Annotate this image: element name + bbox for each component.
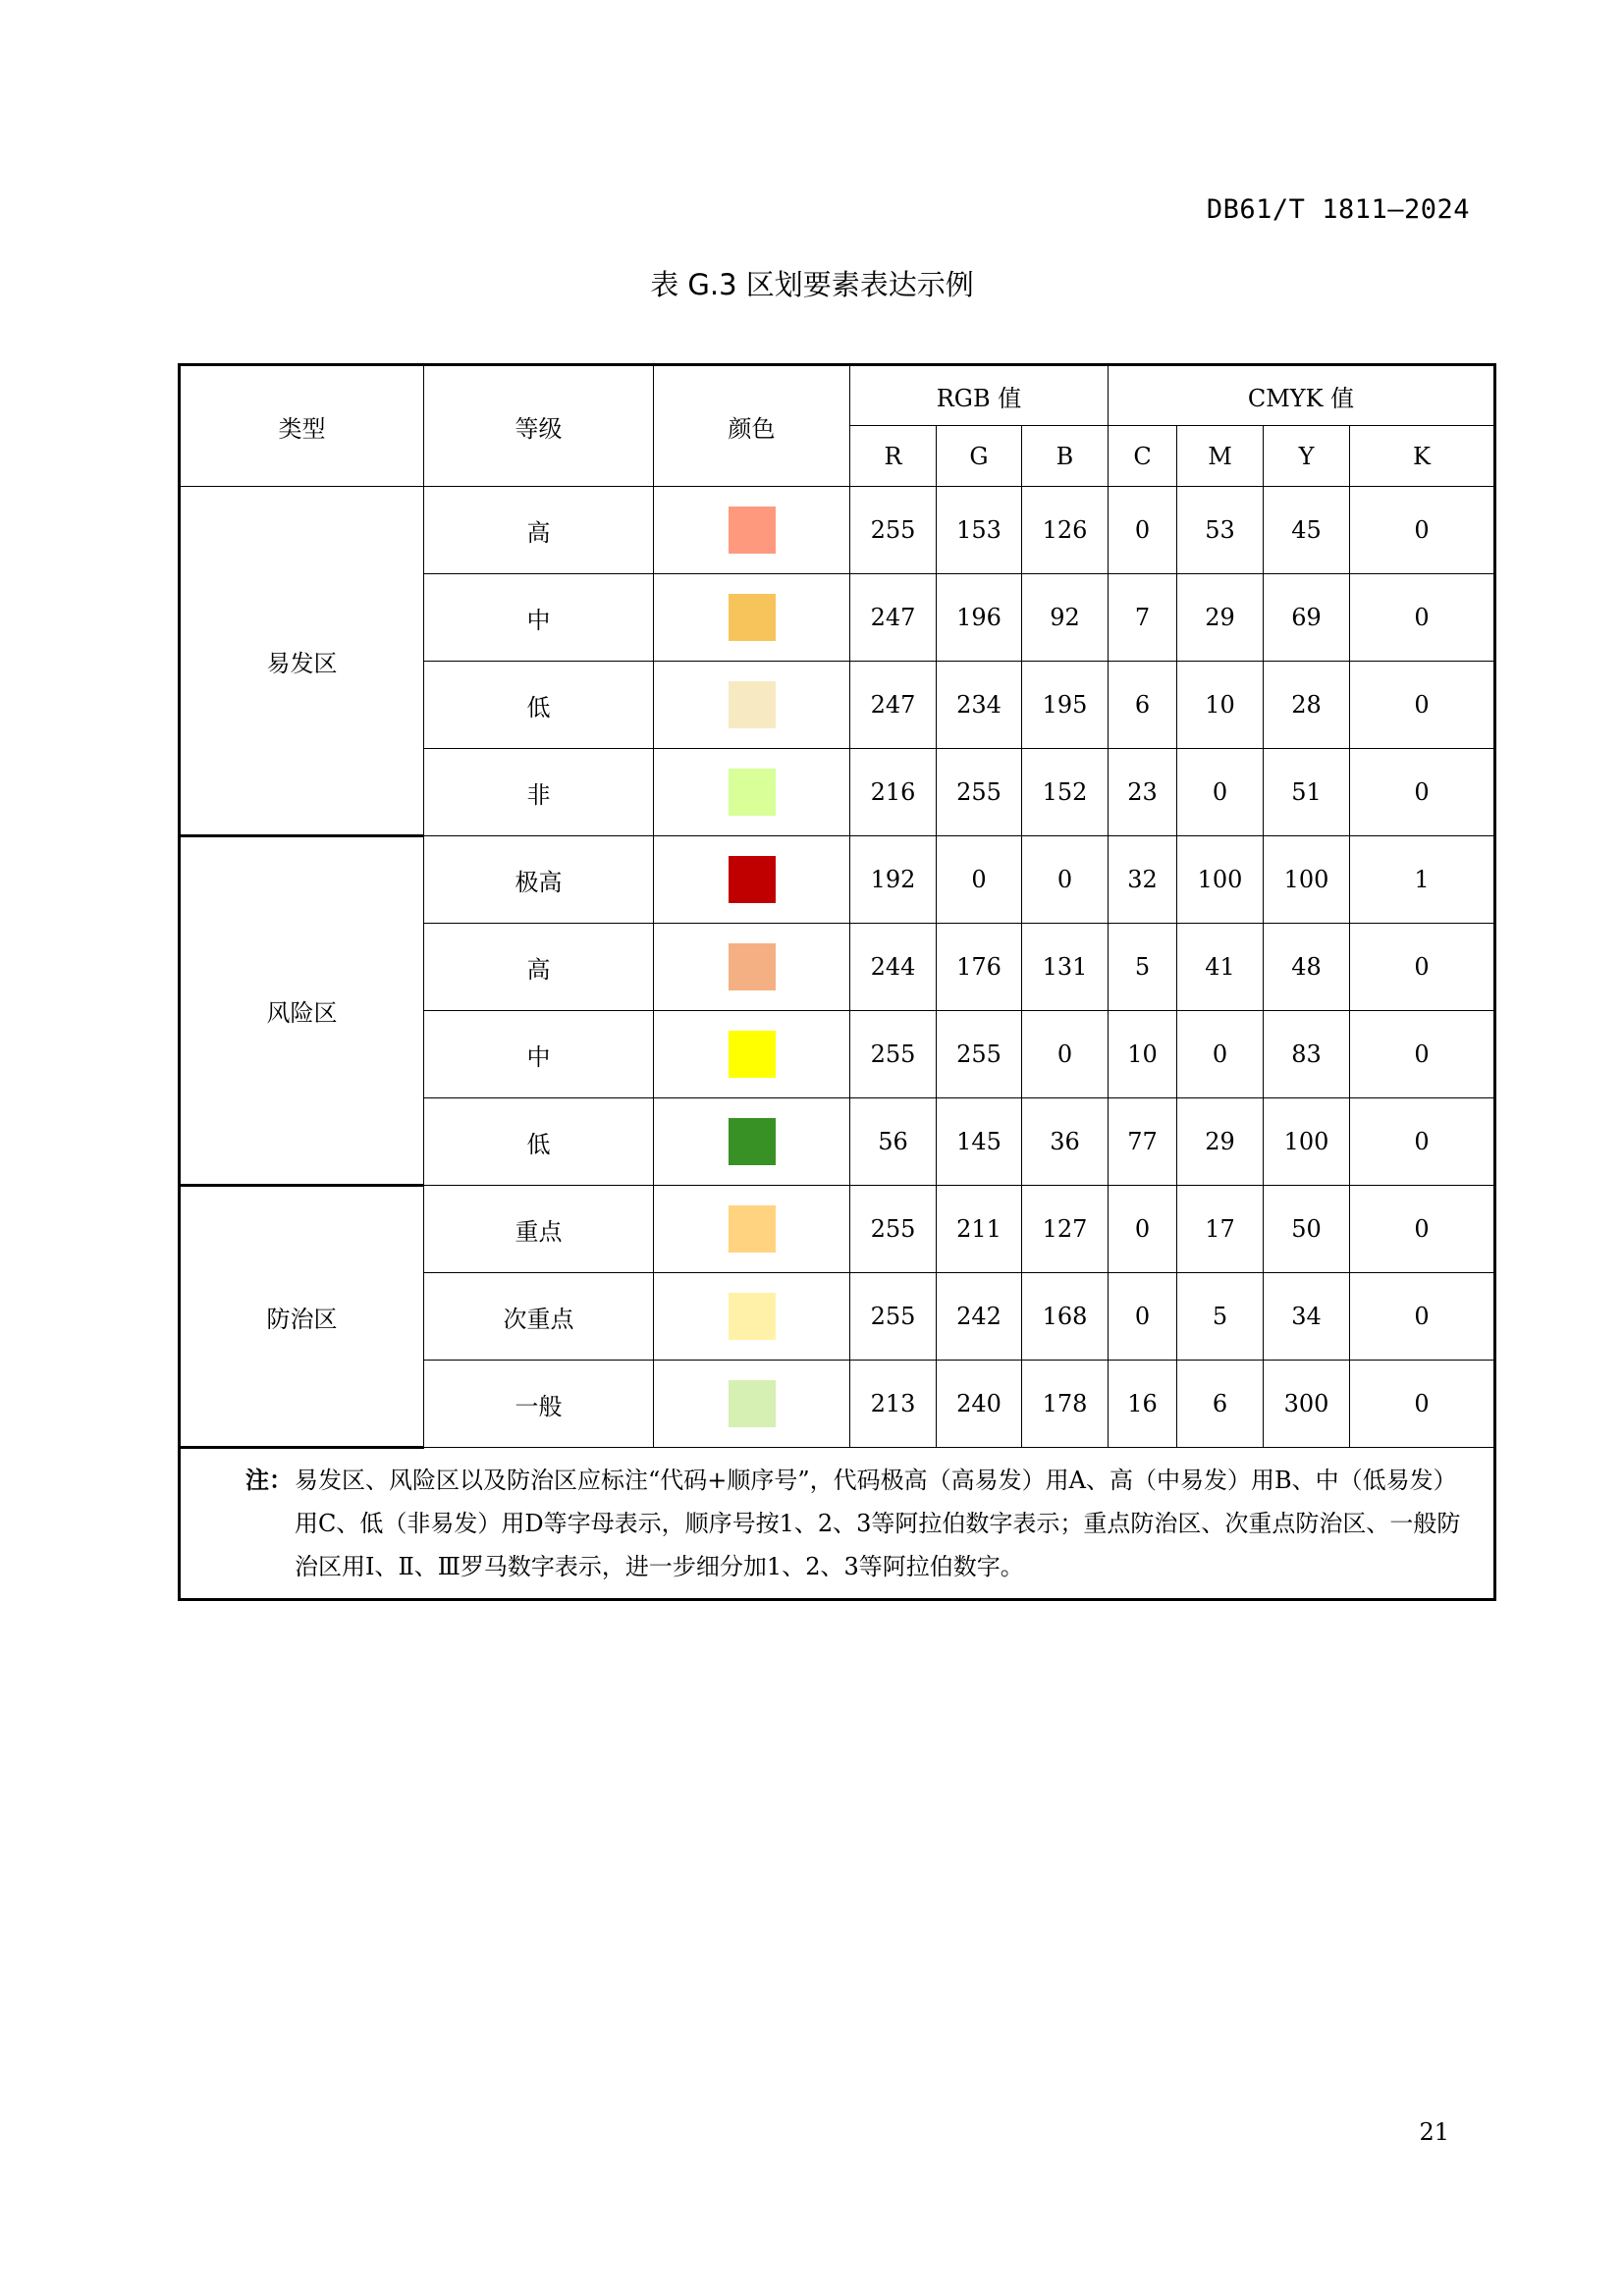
rgb-value-cell: 213	[850, 1361, 937, 1448]
cmyk-value-cell: 23	[1109, 749, 1177, 836]
note-label: 注：	[245, 1467, 293, 1494]
level-cell: 中	[424, 574, 654, 662]
table-row	[180, 836, 1495, 924]
cmyk-value-cell: 100	[1177, 836, 1264, 924]
header-type: 类型	[180, 365, 424, 487]
rgb-value-cell: 0	[1022, 836, 1109, 924]
cmyk-value-cell: 0	[1177, 749, 1264, 836]
rgb-value-cell: 145	[937, 1098, 1022, 1186]
color-cell	[654, 1273, 850, 1361]
rgb-value-cell: 255	[850, 1011, 937, 1098]
color-swatch	[729, 1118, 776, 1165]
color-swatch	[729, 1031, 776, 1078]
color-cell	[654, 836, 850, 924]
cmyk-value-cell: 0	[1350, 574, 1495, 662]
header-rgb-g: G	[937, 426, 1022, 487]
rgb-value-cell: 0	[1022, 1011, 1109, 1098]
cmyk-value-cell: 0	[1350, 662, 1495, 749]
cmyk-value-cell: 1	[1350, 836, 1495, 924]
header-rgb-r: R	[850, 426, 937, 487]
cmyk-value-cell: 0	[1350, 749, 1495, 836]
header-cmyk-c: C	[1109, 426, 1177, 487]
cmyk-value-cell: 0	[1350, 1011, 1495, 1098]
level-cell: 高	[424, 487, 654, 574]
rgb-value-cell: 255	[850, 1186, 937, 1273]
cmyk-value-cell: 41	[1177, 924, 1264, 1011]
cmyk-value-cell: 77	[1109, 1098, 1177, 1186]
color-cell	[654, 1098, 850, 1186]
rgb-value-cell: 36	[1022, 1098, 1109, 1186]
color-swatch	[729, 1380, 776, 1427]
rgb-value-cell: 153	[937, 487, 1022, 574]
color-cell	[654, 487, 850, 574]
rgb-value-cell: 126	[1022, 487, 1109, 574]
cmyk-value-cell: 300	[1264, 1361, 1350, 1448]
rgb-value-cell: 247	[850, 662, 937, 749]
cmyk-value-cell: 29	[1177, 574, 1264, 662]
level-cell: 低	[424, 1098, 654, 1186]
level-cell: 高	[424, 924, 654, 1011]
rgb-value-cell: 255	[937, 749, 1022, 836]
cmyk-value-cell: 45	[1264, 487, 1350, 574]
cmyk-value-cell: 0	[1350, 487, 1495, 574]
cmyk-value-cell: 83	[1264, 1011, 1350, 1098]
cmyk-value-cell: 32	[1109, 836, 1177, 924]
cmyk-value-cell: 51	[1264, 749, 1350, 836]
color-cell	[654, 574, 850, 662]
cmyk-value-cell: 0	[1350, 1186, 1495, 1273]
cmyk-value-cell: 0	[1350, 924, 1495, 1011]
header-cmyk-y: Y	[1264, 426, 1350, 487]
table-row	[180, 1186, 1495, 1273]
color-cell	[654, 1186, 850, 1273]
color-swatch	[729, 1205, 776, 1253]
document-code: DB61/T 1811—2024	[1206, 194, 1470, 225]
cmyk-value-cell: 100	[1264, 836, 1350, 924]
rgb-value-cell: 255	[850, 1273, 937, 1361]
table-note	[180, 1448, 1495, 1600]
cmyk-value-cell: 69	[1264, 574, 1350, 662]
color-cell	[654, 1011, 850, 1098]
rgb-value-cell: 244	[850, 924, 937, 1011]
rgb-value-cell: 92	[1022, 574, 1109, 662]
level-cell: 重点	[424, 1186, 654, 1273]
level-cell: 一般	[424, 1361, 654, 1448]
rgb-value-cell: 192	[850, 836, 937, 924]
cmyk-value-cell: 0	[1350, 1361, 1495, 1448]
rgb-value-cell: 247	[850, 574, 937, 662]
rgb-value-cell: 176	[937, 924, 1022, 1011]
cmyk-value-cell: 48	[1264, 924, 1350, 1011]
cmyk-value-cell: 16	[1109, 1361, 1177, 1448]
rgb-value-cell: 56	[850, 1098, 937, 1186]
note-text: 易发区、风险区以及防治区应标注“代码+顺序号”，代码极高（高易发）用A、高（中易发）用B、中（低易发）用C、低（非易发）用D等字母表示，顺序号按1、2、3等阿拉伯数字表示；重点防治区、次重点防治区、一般防治区用Ⅰ、Ⅱ、Ⅲ罗马数字表示，进一步细分加1、2、3等阿拉伯数字。	[295, 1467, 1461, 1580]
rgb-value-cell: 255	[850, 487, 937, 574]
rgb-value-cell: 168	[1022, 1273, 1109, 1361]
header-rgb-group: RGB 值	[850, 365, 1109, 426]
table-title: 表 G.3 区划要素表达示例	[650, 268, 974, 301]
rgb-value-cell: 211	[937, 1186, 1022, 1273]
cmyk-value-cell: 0	[1109, 487, 1177, 574]
zone-type-cell: 风险区	[180, 836, 424, 1186]
zoning-elements-table	[178, 363, 1496, 1601]
color-cell	[654, 924, 850, 1011]
color-swatch	[729, 681, 776, 728]
header-cmyk-m: M	[1177, 426, 1264, 487]
header-cmyk-k: K	[1350, 426, 1495, 487]
color-swatch	[729, 943, 776, 990]
rgb-value-cell: 255	[937, 1011, 1022, 1098]
color-swatch	[729, 769, 776, 816]
cmyk-value-cell: 50	[1264, 1186, 1350, 1273]
cmyk-value-cell: 0	[1177, 1011, 1264, 1098]
rgb-value-cell: 131	[1022, 924, 1109, 1011]
color-cell	[654, 1361, 850, 1448]
cmyk-value-cell: 7	[1109, 574, 1177, 662]
color-swatch	[729, 856, 776, 903]
cmyk-value-cell: 6	[1177, 1361, 1264, 1448]
cmyk-value-cell: 17	[1177, 1186, 1264, 1273]
table-row	[180, 487, 1495, 574]
rgb-value-cell: 234	[937, 662, 1022, 749]
cmyk-value-cell: 34	[1264, 1273, 1350, 1361]
rgb-value-cell: 152	[1022, 749, 1109, 836]
cmyk-value-cell: 10	[1177, 662, 1264, 749]
cmyk-value-cell: 6	[1109, 662, 1177, 749]
cmyk-value-cell: 0	[1350, 1273, 1495, 1361]
color-swatch	[729, 1293, 776, 1340]
level-cell: 次重点	[424, 1273, 654, 1361]
rgb-value-cell: 196	[937, 574, 1022, 662]
cmyk-value-cell: 10	[1109, 1011, 1177, 1098]
cmyk-value-cell: 28	[1264, 662, 1350, 749]
cmyk-value-cell: 100	[1264, 1098, 1350, 1186]
level-cell: 低	[424, 662, 654, 749]
rgb-value-cell: 216	[850, 749, 937, 836]
color-swatch	[729, 594, 776, 641]
rgb-value-cell: 0	[937, 836, 1022, 924]
color-cell	[654, 662, 850, 749]
rgb-value-cell: 240	[937, 1361, 1022, 1448]
cmyk-value-cell: 0	[1350, 1098, 1495, 1186]
color-cell	[654, 749, 850, 836]
rgb-value-cell: 242	[937, 1273, 1022, 1361]
page-number: 21	[1419, 2118, 1449, 2146]
header-rgb-b: B	[1022, 426, 1109, 487]
level-cell: 中	[424, 1011, 654, 1098]
level-cell: 非	[424, 749, 654, 836]
cmyk-value-cell: 53	[1177, 487, 1264, 574]
header-level: 等级	[424, 365, 654, 487]
header-color: 颜色	[654, 365, 850, 487]
level-cell: 极高	[424, 836, 654, 924]
rgb-value-cell: 195	[1022, 662, 1109, 749]
header-cmyk-group: CMYK 值	[1109, 365, 1495, 426]
color-swatch	[729, 507, 776, 554]
zone-type-cell: 易发区	[180, 487, 424, 836]
cmyk-value-cell: 5	[1177, 1273, 1264, 1361]
cmyk-value-cell: 5	[1109, 924, 1177, 1011]
note-row	[180, 1448, 1495, 1600]
zone-type-cell: 防治区	[180, 1186, 424, 1448]
cmyk-value-cell: 29	[1177, 1098, 1264, 1186]
cmyk-value-cell: 0	[1109, 1186, 1177, 1273]
rgb-value-cell: 127	[1022, 1186, 1109, 1273]
rgb-value-cell: 178	[1022, 1361, 1109, 1448]
cmyk-value-cell: 0	[1109, 1273, 1177, 1361]
